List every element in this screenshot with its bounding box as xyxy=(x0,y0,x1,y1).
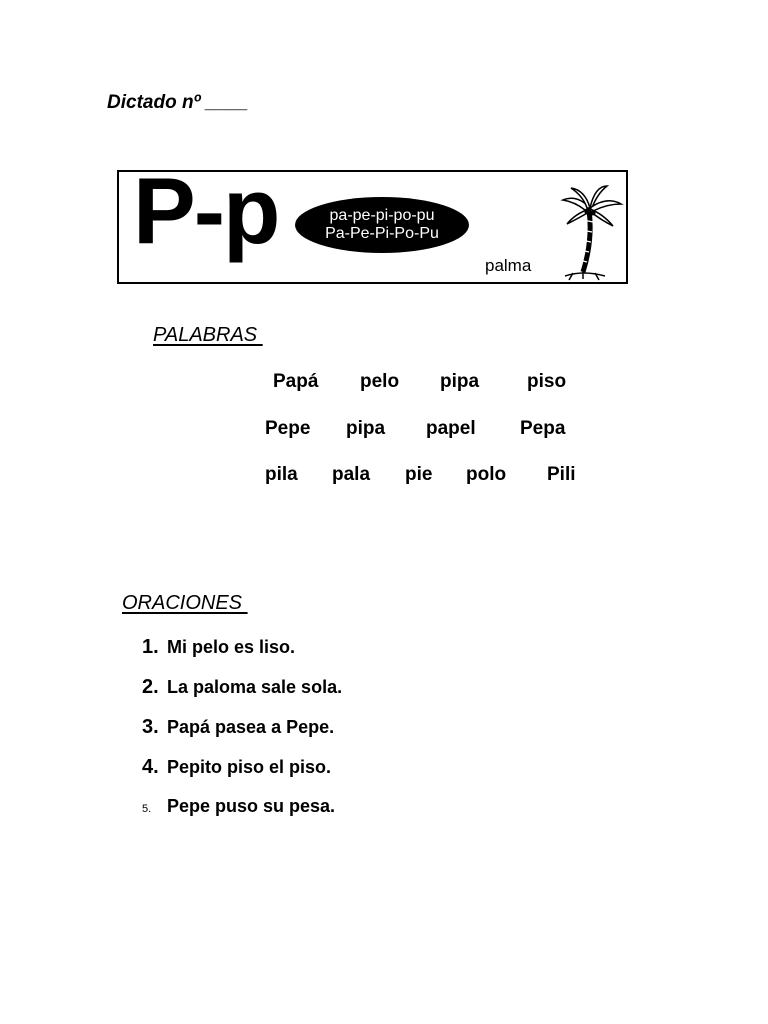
list-item xyxy=(142,716,334,739)
item-number: 2. xyxy=(142,676,159,698)
sentence: La paloma sale sola. xyxy=(167,677,343,697)
word: pelo xyxy=(360,371,400,392)
word: Pepe xyxy=(265,418,311,439)
letter-banner xyxy=(117,158,628,284)
word: Pili xyxy=(547,464,576,485)
syllables-upper: Pa-Pe-Pi-Po-Pu xyxy=(325,225,439,242)
sentence: Papá pasea a Pepe. xyxy=(167,717,335,737)
palm-tree-icon xyxy=(559,180,625,284)
sentence: Mi pelo es liso. xyxy=(167,637,296,657)
picture-label: palma xyxy=(485,256,532,275)
word: polo xyxy=(466,464,507,485)
item-number: 5. xyxy=(142,803,152,815)
big-letters: P-p xyxy=(133,158,279,263)
list-item xyxy=(142,756,331,779)
list-item xyxy=(142,796,335,817)
word: piso xyxy=(527,371,567,392)
sentence: Pepito piso el piso. xyxy=(167,757,332,777)
list-item xyxy=(142,636,295,659)
word: pipa xyxy=(440,371,480,392)
syllables-lower: pa-pe-pi-po-pu xyxy=(329,207,435,224)
palabras-heading: PALABRAS xyxy=(153,324,263,346)
word: Pepa xyxy=(520,418,566,439)
oraciones-heading: ORACIONES xyxy=(122,592,248,614)
word: papel xyxy=(426,418,476,439)
syllables-oval xyxy=(295,197,469,253)
word: pie xyxy=(405,464,433,485)
item-number: 1. xyxy=(142,636,159,658)
word: pila xyxy=(265,464,298,485)
sentence: Pepe puso su pesa. xyxy=(167,796,336,816)
word: Papá xyxy=(273,371,319,392)
item-number: 4. xyxy=(142,756,159,778)
list-item xyxy=(142,676,342,699)
word: pipa xyxy=(346,418,386,439)
word: pala xyxy=(332,464,371,485)
page-title: Dictado nº ____ xyxy=(107,92,249,113)
item-number: 3. xyxy=(142,716,159,738)
